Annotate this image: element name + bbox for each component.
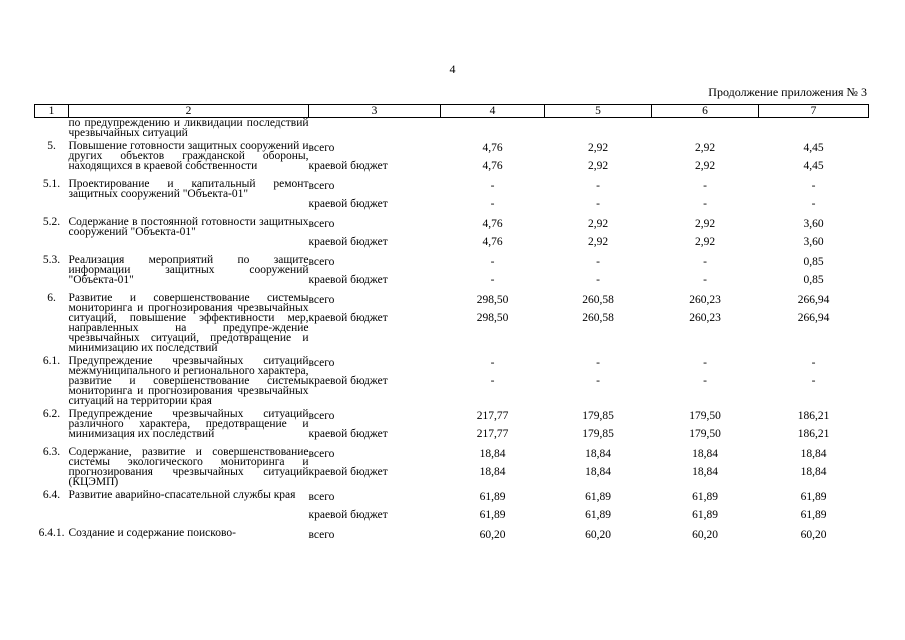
value-cell: -	[811, 357, 816, 369]
value-cell: 60,20	[585, 529, 611, 541]
funding-source: краевой бюджет	[308, 311, 388, 324]
value-cell: 3,60	[803, 218, 824, 230]
value-col-6	[652, 176, 759, 214]
value-cell: 4,76	[482, 218, 503, 230]
row-sources	[309, 138, 441, 176]
row-number: 6.4.	[42, 489, 61, 501]
row-sources	[309, 214, 441, 252]
value-cell: -	[596, 357, 600, 369]
value-cell: 179,50	[689, 410, 721, 422]
value-cell: 18,84	[479, 448, 506, 460]
value-cell: 2,92	[587, 159, 609, 172]
value-cell: 18,84	[692, 448, 718, 460]
header-col-3: 3	[309, 105, 441, 118]
row-number: 6.1.	[42, 355, 61, 367]
value-col-7	[759, 118, 869, 139]
table-row	[35, 176, 869, 214]
row-sources	[309, 406, 441, 444]
value-cell: -	[596, 180, 600, 192]
value-col-4	[441, 444, 545, 487]
value-cell: -	[490, 273, 495, 286]
value-cell: 18,84	[585, 448, 611, 460]
value-col-6	[652, 118, 759, 139]
header-col-1: 1	[35, 105, 69, 118]
value-col-6	[652, 406, 759, 444]
value-cell: 18,84	[692, 465, 718, 478]
value-col-5	[545, 525, 652, 546]
table-row	[35, 118, 869, 139]
value-cell: 61,89	[800, 508, 827, 521]
value-cell: 179,85	[582, 410, 614, 422]
value-col-4	[441, 525, 545, 546]
header-col-7: 7	[759, 105, 869, 118]
header-col-4: 4	[441, 105, 545, 118]
row-number: 6.	[47, 292, 56, 304]
value-cell: -	[596, 273, 600, 286]
row-sources	[309, 290, 441, 353]
value-col-4	[441, 176, 545, 214]
value-cell: 4,45	[803, 159, 824, 172]
value-cell: 2,92	[694, 142, 716, 154]
row-number: 6.3.	[42, 446, 61, 458]
row-name: Развитие аварийно-спасательной службы края	[68, 489, 296, 501]
value-cell: 61,89	[585, 508, 611, 521]
funding-source: всего	[308, 410, 335, 422]
value-cell: 266,94	[797, 311, 830, 324]
table-row	[35, 138, 869, 176]
header-col-6: 6	[652, 105, 759, 118]
value-cell: 2,92	[694, 159, 716, 172]
value-cell: -	[811, 374, 816, 387]
value-cell: -	[490, 197, 495, 210]
value-cell: -	[811, 197, 816, 210]
funding-source: краевой бюджет	[308, 235, 388, 248]
table-row	[35, 252, 869, 290]
value-cell: 18,84	[800, 465, 827, 478]
row-number: 5.	[47, 140, 56, 152]
value-col-5	[545, 214, 652, 252]
value-cell: 3,60	[803, 235, 824, 248]
value-col-7	[759, 353, 869, 406]
funding-source: краевой бюджет	[308, 427, 388, 440]
value-cell: 4,76	[482, 159, 503, 172]
value-cell: 61,89	[692, 508, 718, 521]
value-cell: 298,50	[476, 311, 509, 324]
value-col-7	[759, 444, 869, 487]
value-col-7	[759, 525, 869, 546]
value-cell: 266,94	[797, 294, 830, 306]
value-col-6	[652, 138, 759, 176]
value-cell: -	[703, 357, 707, 369]
value-col-4	[441, 138, 545, 176]
header-col-5: 5	[545, 105, 652, 118]
row-number: 5.3.	[42, 254, 61, 266]
funding-source: всего	[308, 448, 335, 460]
value-cell: -	[703, 273, 707, 286]
value-cell: 2,92	[694, 218, 716, 230]
value-col-7	[759, 214, 869, 252]
row-sources	[309, 444, 441, 487]
value-cell: 60,20	[800, 529, 827, 541]
funding-source: всего	[308, 491, 335, 503]
value-col-6	[652, 525, 759, 546]
table-row	[35, 525, 869, 546]
value-cell: 60,20	[692, 529, 718, 541]
funding-source: всего	[308, 218, 335, 230]
table-row	[35, 406, 869, 444]
value-col-7	[759, 290, 869, 353]
value-cell: 0,85	[803, 256, 824, 268]
row-name: Проектирование и капитальный ремонт защитных сооружений "Объекта-01"	[68, 178, 309, 200]
budget-table	[34, 104, 869, 546]
value-cell: -	[490, 374, 495, 387]
value-cell: -	[490, 256, 495, 268]
value-col-7	[759, 406, 869, 444]
funding-source: краевой бюджет	[308, 465, 388, 478]
row-name: Создание и содержание поисково-	[68, 527, 236, 539]
value-cell: 260,58	[582, 294, 614, 306]
value-cell: 186,21	[797, 427, 830, 440]
value-cell: 2,92	[694, 235, 716, 248]
value-col-6	[652, 252, 759, 290]
value-cell: -	[596, 256, 600, 268]
value-col-6	[652, 353, 759, 406]
value-cell: -	[596, 197, 600, 210]
funding-source: всего	[308, 294, 335, 306]
page-number: 4	[449, 62, 456, 76]
value-cell: 260,58	[582, 311, 614, 324]
value-cell: -	[703, 374, 707, 387]
value-col-7	[759, 176, 869, 214]
value-col-5	[545, 290, 652, 353]
value-col-5	[545, 176, 652, 214]
funding-source: краевой бюджет	[308, 374, 388, 387]
row-name: по предупреждению и ликвидации последствий чрезвычайных ситуаций	[68, 117, 309, 139]
table-row	[35, 353, 869, 406]
value-cell: 2,92	[587, 235, 609, 248]
table-row	[35, 290, 869, 353]
value-col-7	[759, 138, 869, 176]
funding-source: всего	[308, 142, 335, 154]
row-sources	[309, 525, 441, 546]
value-cell: 0,85	[803, 273, 824, 286]
value-cell: 217,77	[476, 410, 509, 422]
row-sources	[309, 118, 441, 139]
row-number: 5.2.	[42, 216, 61, 228]
row-number: 6.4.1.	[38, 527, 65, 539]
value-cell: 18,84	[479, 465, 506, 478]
row-sources	[309, 487, 441, 525]
funding-source: всего	[308, 357, 335, 369]
row-sources	[309, 252, 441, 290]
row-name: Предупреждение чрезвычайных ситуаций межмуниципального и регионального характера, развитие и совершенствование системы мониторинга и прогнозирования чрезвычайных ситуаций на территории края	[68, 355, 309, 407]
row-sources	[309, 176, 441, 214]
value-cell: 260,23	[689, 311, 721, 324]
value-cell: -	[811, 180, 816, 192]
funding-source: всего	[308, 529, 335, 541]
row-name: Содержание в постоянной готовности защитных сооружений "Объекта-01"	[68, 216, 309, 238]
value-cell: -	[596, 374, 600, 387]
value-cell: 18,84	[800, 448, 827, 460]
value-cell: -	[703, 180, 707, 192]
funding-source: всего	[308, 180, 335, 192]
value-col-4	[441, 214, 545, 252]
value-cell: 18,84	[585, 465, 611, 478]
value-col-5	[545, 118, 652, 139]
value-cell: 2,92	[587, 218, 609, 230]
value-cell: -	[703, 256, 707, 268]
row-name: Содержание, развитие и совершенствование системы экологического мониторинга и прогнозирования чрезвычайных ситуаций (КЦЭМП)	[68, 446, 309, 488]
table-row	[35, 444, 869, 487]
row-name: Развитие и совершенствование системы мониторинга и прогнозирования чрезвычайных ситуаций, повышение эффективности мер, направленных на предупре-ждение чрезвычайных ситуаций, предотвращение и минимизацию их последствий	[68, 292, 309, 354]
value-cell: 217,77	[476, 427, 509, 440]
value-col-4	[441, 290, 545, 353]
value-col-4	[441, 118, 545, 139]
value-cell: -	[703, 197, 707, 210]
value-col-6	[652, 444, 759, 487]
value-cell: 61,89	[479, 491, 506, 503]
value-cell: 2,92	[587, 142, 609, 154]
value-cell: 4,76	[482, 235, 503, 248]
funding-source: краевой бюджет	[308, 273, 388, 286]
value-col-5	[545, 444, 652, 487]
funding-source: краевой бюджет	[308, 197, 388, 210]
funding-source: краевой бюджет	[308, 159, 388, 172]
row-sources	[309, 353, 441, 406]
value-col-5	[545, 252, 652, 290]
value-cell: 61,89	[692, 491, 718, 503]
value-col-7	[759, 487, 869, 525]
value-col-4	[441, 487, 545, 525]
header-col-2: 2	[69, 105, 309, 118]
row-number	[35, 118, 69, 139]
value-col-4	[441, 406, 545, 444]
row-name: Предупреждение чрезвычайных ситуаций различного характера, предотвращение и минимизация их последствий	[68, 408, 309, 440]
value-cell: 61,89	[800, 491, 827, 503]
row-number: 5.1.	[42, 178, 61, 190]
funding-source: всего	[308, 256, 335, 268]
value-cell: 179,85	[582, 427, 614, 440]
value-col-6	[652, 290, 759, 353]
value-col-7	[759, 252, 869, 290]
value-col-6	[652, 214, 759, 252]
value-cell: 260,23	[689, 294, 721, 306]
continuation-label: Продолжение приложения № 3	[708, 85, 867, 99]
value-cell: 61,89	[585, 491, 611, 503]
row-name: Повышение готовности защитных сооружений и других объектов гражданской обороны, находящихся в краевой собственности	[68, 140, 309, 172]
value-cell: -	[490, 357, 495, 369]
header-row	[35, 105, 869, 118]
value-cell: -	[490, 180, 495, 192]
value-cell: 61,89	[479, 508, 506, 521]
value-col-5	[545, 487, 652, 525]
value-cell: 4,45	[803, 142, 824, 154]
value-cell: 4,76	[482, 142, 503, 154]
value-col-5	[545, 406, 652, 444]
table-row	[35, 487, 869, 525]
value-col-4	[441, 353, 545, 406]
value-col-5	[545, 138, 652, 176]
value-col-4	[441, 252, 545, 290]
value-cell: 60,20	[479, 529, 506, 541]
row-number: 6.2.	[42, 408, 61, 420]
funding-source: краевой бюджет	[308, 508, 388, 521]
value-col-5	[545, 353, 652, 406]
value-col-6	[652, 487, 759, 525]
value-cell: 179,50	[689, 427, 721, 440]
row-name: Реализация мероприятий по защите информации защитных сооружений "Объекта-01"	[68, 254, 309, 286]
value-cell: 298,50	[476, 294, 509, 306]
table-row	[35, 214, 869, 252]
value-cell: 186,21	[797, 410, 830, 422]
